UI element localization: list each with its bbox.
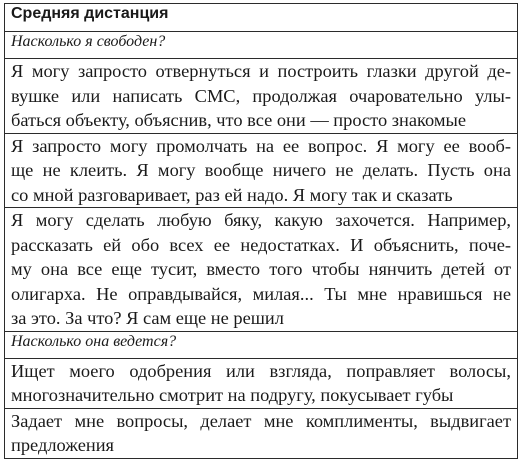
text-line: Ищет моего одобрения или взгляда, поправляет волосы, [11,360,511,381]
distance-table [4,3,518,459]
table-row [5,32,518,59]
text-line: олигарха. Не оправдывайся, милая... Ты мне нравишься не [11,283,511,304]
text-line: Я запросто могу промолчать на ее вопрос. Я могу ее вооб- [11,135,511,156]
table-row [5,59,518,134]
table-row [5,208,518,332]
text-line: рассказать ей обо всех ее недостатках. И объяснить, поче- [11,234,511,255]
table-row [5,358,518,408]
table-row [5,4,518,32]
table-title: Средняя дистанция [5,4,518,32]
answer-cell-4 [5,358,518,408]
text-line: баться объекту, объяснив, что все они — просто знакомые [11,110,467,130]
text-line: со мной разговаривает, раз ей надо. Я могу так и сказать [11,184,453,205]
text-line: многозначительно смотрит на подругу, покусывает губы [11,385,454,405]
answer-cell-1 [5,59,518,134]
text-line: Я могу запросто отвернуться и построить глазки другой де- [11,61,511,81]
table-row [5,133,518,208]
text-line: му она все еще тусит, вместо того чтобы нянчить детей от [11,259,511,279]
table-row [5,331,518,358]
text-line: Я могу сделать любую бяку, какую захочется. Например, [11,210,511,230]
text-line: ще не клеить. Я могу вообще ничего не делать. Пусть она [11,160,511,180]
table-row [5,408,518,458]
text-line: вушке или написать СМС, продолжая очаровательно улы- [11,85,511,106]
answer-cell-3 [5,208,518,332]
text-line: предложения [11,435,114,455]
text-line: Задает мне вопросы, делает мне комплименты, выдвигает [11,410,511,431]
question-heading-interest: Насколько она ведется? [5,331,518,358]
answer-cell-2 [5,133,518,208]
answer-cell-5 [5,408,518,458]
question-heading-freedom: Насколько я свободен? [5,32,518,59]
text-line: за это. За что? Я сам еще не решил [11,308,284,328]
